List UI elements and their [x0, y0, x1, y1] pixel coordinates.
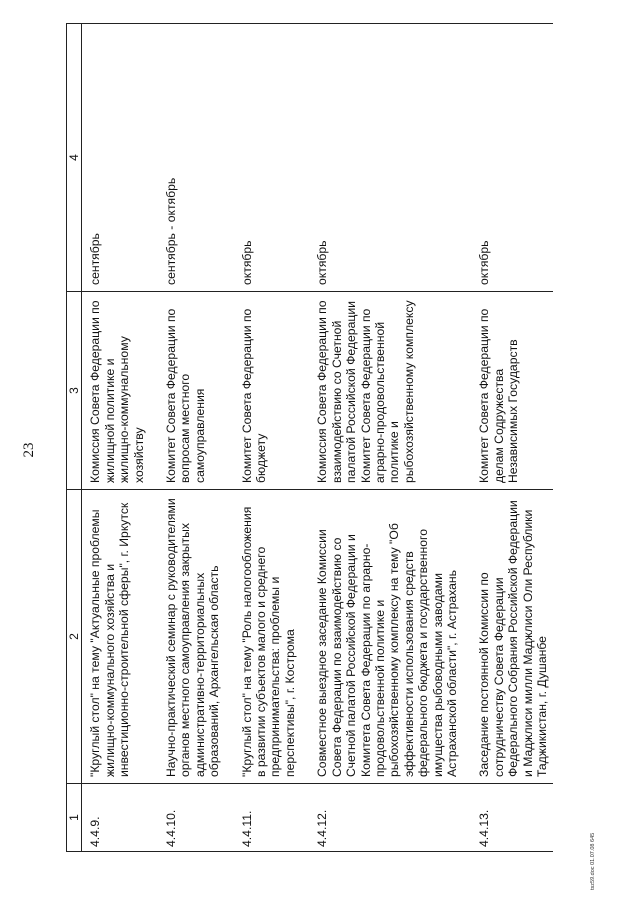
column-header-1: 1	[67, 784, 82, 852]
event-description: Совместное выездное заседание Комиссии Совета Федерации по взаимодействию со Счетной палатой Российской Федерации и Комитета Совета Федерации по аграрно-продовольственной политике и рыбохозяйственному комплексу на тему "Об эффективности использования средств федерального бюджета и государственного имущества рыбоводными заводами Астраханской области", г. Астрахань	[309, 490, 471, 784]
event-date: октябрь	[234, 24, 310, 292]
item-number: 4.4.9.	[82, 784, 158, 852]
event-description: Заседание постоянной Комиссии по сотрудничеству Совета Федерации Федерального Собрания Российской Федерации и Маджлиси милли Маджлиси Оли Республики Таджикистан, г. Душанбе	[471, 490, 553, 784]
column-number-row	[67, 24, 82, 852]
item-number: 4.4.13.	[471, 784, 553, 852]
event-description: "Круглый стол" на тему "Роль налогообложения в развитии субъектов малого и среднего предпринимательства: проблемы и перспективы", г. Кострома	[234, 490, 310, 784]
item-number: 4.4.11.	[234, 784, 310, 852]
column-header-2: 2	[67, 490, 82, 784]
event-date: октябрь	[309, 24, 471, 292]
table-row	[471, 24, 553, 852]
responsible-body: Комитет Совета Федерации по вопросам местного самоуправления	[158, 292, 234, 490]
page-number: 23	[21, 442, 37, 458]
event-description: Научно-практический семинар с руководителями органов местного самоуправления закрытых административно-территориальных образований, Архангельская область	[158, 490, 234, 784]
event-description: "Круглый стол" на тему "Актуальные проблемы жилищно-коммунального хозяйства и инвестиционно-строительной сферы", г. Иркутск	[82, 490, 158, 784]
item-number: 4.4.12.	[309, 784, 471, 852]
event-date: сентябрь - октябрь	[158, 24, 234, 292]
table-row	[82, 24, 158, 852]
responsible-body: Комитет Совета Федерации по делам Содружества Независимых Государств	[471, 292, 553, 490]
item-number: 4.4.10.	[158, 784, 234, 852]
responsible-body: Комиссия Совета Федерации по жилищной политике и жилищно-коммунальному хозяйству	[82, 292, 158, 490]
table-row	[234, 24, 310, 852]
document-code: tsz59.doc 01.07.08 645	[590, 832, 596, 890]
event-date: октябрь	[471, 24, 553, 292]
table-row	[158, 24, 234, 852]
responsible-body: Комитет Совета Федерации по бюджету	[234, 292, 310, 490]
column-header-3: 3	[67, 292, 82, 490]
responsible-body: Комиссия Совета Федерации по взаимодействию со Счетной палатой Российской Федерации Комитет Совета Федерации по аграрно-продовольственной политике и рыбохозяйственному комплексу	[309, 292, 471, 490]
events-table	[66, 23, 553, 852]
table-row	[309, 24, 471, 852]
event-date: сентябрь	[82, 24, 158, 292]
column-header-4: 4	[67, 24, 82, 292]
